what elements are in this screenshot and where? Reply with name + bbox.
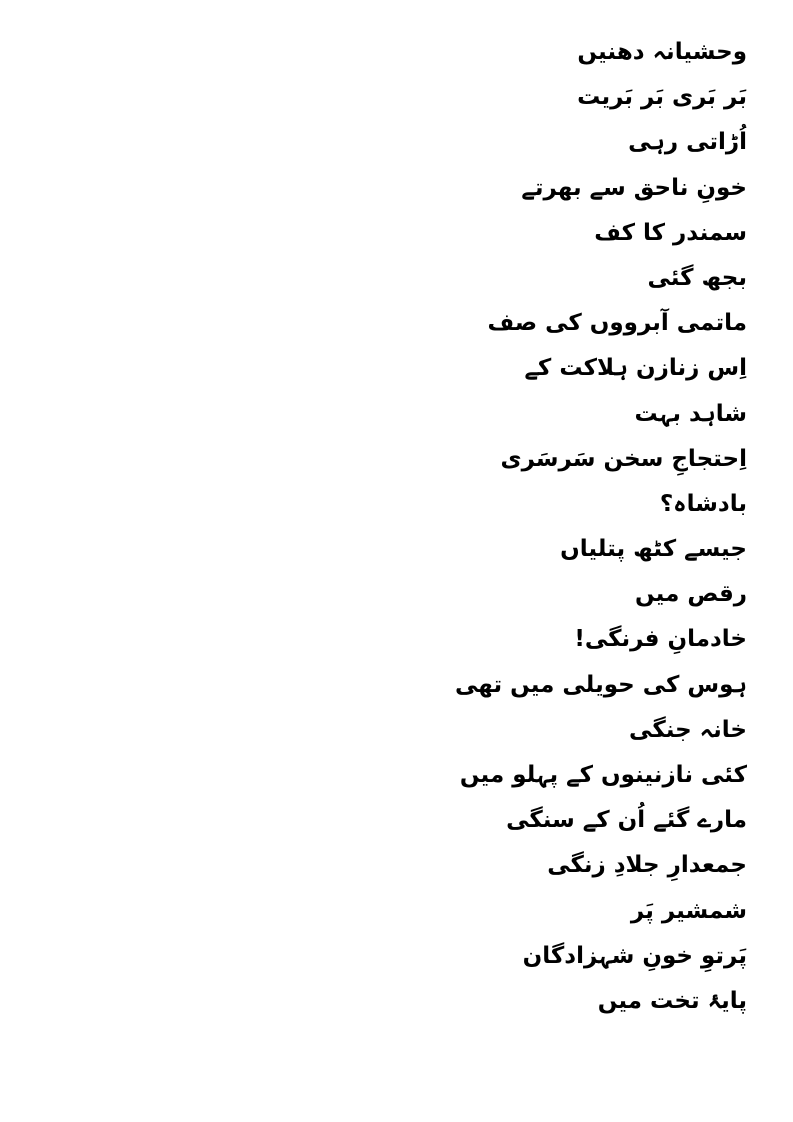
poem-line: اِس زنازن ہلاکت کے xyxy=(524,355,747,382)
poem-line: خونِ ناحق سے بھرتے xyxy=(521,174,747,201)
poem-line: بجھ گئی xyxy=(647,264,747,291)
poem-line: پَرتوِ خونِ شہزادگان xyxy=(522,942,747,969)
urdu-poem xyxy=(447,30,747,1024)
poem-line: اِحتجاجِ سخن سَرسَری xyxy=(500,445,747,472)
poem-line: ہوس کی حویلی میں تھی xyxy=(454,671,747,698)
poem-line: ماتمی آبرووں کی صف xyxy=(487,310,747,337)
poem-line: بادشاہ؟ xyxy=(659,490,747,517)
poem-line: بَر بَری بَر بَریت xyxy=(577,84,747,111)
poem-line: رقص میں xyxy=(634,581,747,608)
poem-line: کئی نازنینوں کے پہلو میں xyxy=(459,762,747,788)
poem-line: شاہد بہت xyxy=(634,400,747,427)
poem-line: پایۂ تخت میں xyxy=(597,987,747,1014)
poem-line: وحشیانہ دھنیں xyxy=(577,39,747,65)
poem-line: خادمانِ فرنگی! xyxy=(574,626,747,653)
poem-line: سمندر کا کف xyxy=(594,219,747,246)
poem-line: خانہ جنگی xyxy=(629,716,747,743)
poem-line: اُڑاتی رہی xyxy=(628,129,747,156)
poem-line: مارے گئے اُن کے سنگی xyxy=(506,807,747,834)
poem-line: شمشیر پَر xyxy=(630,897,747,924)
poem-line: جیسے کٹھ پتلیاں xyxy=(560,536,747,563)
poem-line: جمعدارِ جلادِ زنگی xyxy=(547,852,747,879)
